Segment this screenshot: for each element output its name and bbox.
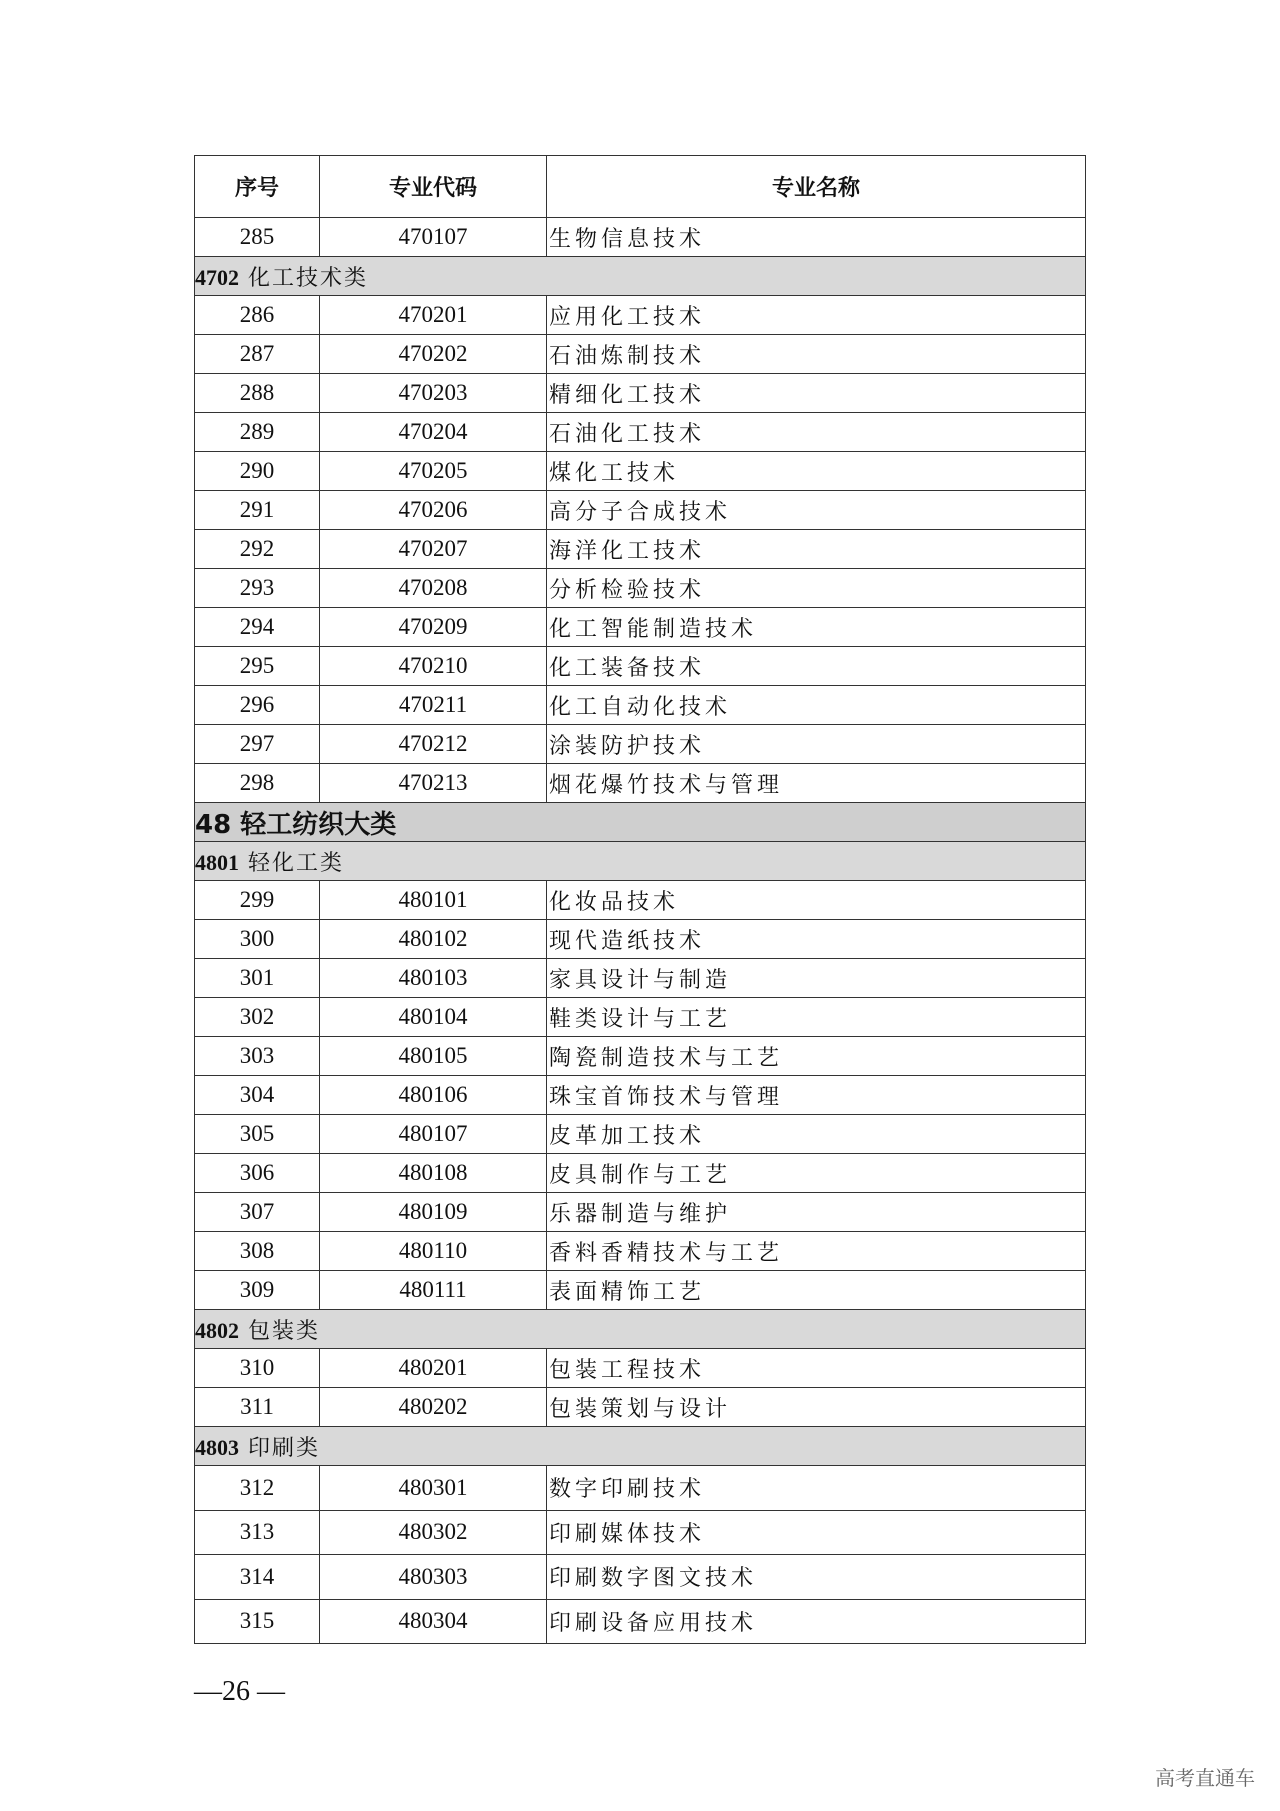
category-code: 4702: [195, 264, 239, 290]
code-cell: 470204: [320, 413, 547, 452]
serial-cell: 313: [195, 1510, 320, 1555]
code-cell: 480301: [320, 1466, 547, 1511]
serial-cell: 291: [195, 491, 320, 530]
category-code: 4803: [195, 1434, 239, 1460]
table-row: [195, 1115, 1086, 1154]
code-cell: 470210: [320, 647, 547, 686]
table-row: [195, 920, 1086, 959]
serial-cell: 286: [195, 296, 320, 335]
table-row: [195, 725, 1086, 764]
code-cell: 480103: [320, 959, 547, 998]
code-cell: 470203: [320, 374, 547, 413]
name-cell: 家具设计与制造: [547, 959, 1086, 998]
category-cell: [195, 842, 1086, 881]
name-cell: 数字印刷技术: [547, 1466, 1086, 1511]
code-cell: 470207: [320, 530, 547, 569]
name-cell: 包装策划与设计: [547, 1388, 1086, 1427]
name-cell: 皮革加工技术: [547, 1115, 1086, 1154]
table-row: [195, 296, 1086, 335]
serial-cell: 315: [195, 1599, 320, 1644]
table-row: [195, 335, 1086, 374]
major-category-row: [195, 803, 1086, 842]
code-cell: 470206: [320, 491, 547, 530]
code-cell: 480107: [320, 1115, 547, 1154]
header-serial: 序号: [195, 156, 320, 218]
name-cell: 化妆品技术: [547, 881, 1086, 920]
code-cell: 480201: [320, 1349, 547, 1388]
serial-cell: 290: [195, 452, 320, 491]
serial-cell: 297: [195, 725, 320, 764]
code-cell: 480108: [320, 1154, 547, 1193]
code-cell: 480105: [320, 1037, 547, 1076]
name-cell: 香料香精技术与工艺: [547, 1232, 1086, 1271]
code-cell: 470212: [320, 725, 547, 764]
name-cell: 分析检验技术: [547, 569, 1086, 608]
name-cell: 煤化工技术: [547, 452, 1086, 491]
table-row: [195, 998, 1086, 1037]
category-cell: [195, 1310, 1086, 1349]
name-cell: 鞋类设计与工艺: [547, 998, 1086, 1037]
table-header: [195, 156, 1086, 218]
table-row: [195, 218, 1086, 257]
serial-cell: 293: [195, 569, 320, 608]
table-row: [195, 959, 1086, 998]
table-row: [195, 452, 1086, 491]
category-name: 化工技术类: [248, 265, 369, 291]
table-row: [195, 1510, 1086, 1555]
name-cell: 石油炼制技术: [547, 335, 1086, 374]
name-cell: 陶瓷制造技术与工艺: [547, 1037, 1086, 1076]
category-code: 4801: [195, 849, 239, 875]
category-cell: [195, 803, 1086, 842]
serial-cell: 303: [195, 1037, 320, 1076]
name-cell: 高分子合成技术: [547, 491, 1086, 530]
serial-cell: 305: [195, 1115, 320, 1154]
serial-cell: 312: [195, 1466, 320, 1511]
table-row: [195, 647, 1086, 686]
serial-cell: 314: [195, 1555, 320, 1600]
table-row: [195, 1349, 1086, 1388]
name-cell: 海洋化工技术: [547, 530, 1086, 569]
serial-cell: 309: [195, 1271, 320, 1310]
serial-cell: 294: [195, 608, 320, 647]
code-cell: 480302: [320, 1510, 547, 1555]
category-code: 48: [195, 809, 232, 840]
code-cell: 480109: [320, 1193, 547, 1232]
name-cell: 现代造纸技术: [547, 920, 1086, 959]
name-cell: 生物信息技术: [547, 218, 1086, 257]
table-row: [195, 569, 1086, 608]
code-cell: 480101: [320, 881, 547, 920]
name-cell: 烟花爆竹技术与管理: [547, 764, 1086, 803]
code-cell: 480106: [320, 1076, 547, 1115]
serial-cell: 306: [195, 1154, 320, 1193]
name-cell: 精细化工技术: [547, 374, 1086, 413]
name-cell: 印刷媒体技术: [547, 1510, 1086, 1555]
name-cell: 化工自动化技术: [547, 686, 1086, 725]
name-cell: 石油化工技术: [547, 413, 1086, 452]
subcategory-row: [195, 842, 1086, 881]
serial-cell: 285: [195, 218, 320, 257]
serial-cell: 287: [195, 335, 320, 374]
serial-cell: 311: [195, 1388, 320, 1427]
table-row: [195, 1076, 1086, 1115]
name-cell: 乐器制造与维护: [547, 1193, 1086, 1232]
serial-cell: 300: [195, 920, 320, 959]
code-cell: 480111: [320, 1271, 547, 1310]
serial-cell: 298: [195, 764, 320, 803]
name-cell: 表面精饰工艺: [547, 1271, 1086, 1310]
table-row: [195, 1388, 1086, 1427]
serial-cell: 299: [195, 881, 320, 920]
name-cell: 化工智能制造技术: [547, 608, 1086, 647]
name-cell: 包装工程技术: [547, 1349, 1086, 1388]
category-name: 印刷类: [248, 1435, 321, 1461]
category-cell: [195, 257, 1086, 296]
majors-table: [194, 155, 1086, 1644]
serial-cell: 304: [195, 1076, 320, 1115]
serial-cell: 302: [195, 998, 320, 1037]
table-row: [195, 530, 1086, 569]
page-number: —26 —: [194, 1676, 285, 1707]
table-row: [195, 881, 1086, 920]
table-row: [195, 1555, 1086, 1600]
name-cell: 印刷数字图文技术: [547, 1555, 1086, 1600]
name-cell: 皮具制作与工艺: [547, 1154, 1086, 1193]
code-cell: 470201: [320, 296, 547, 335]
subcategory-row: [195, 1310, 1086, 1349]
category-name: 轻化工类: [248, 850, 345, 876]
table-row: [195, 1193, 1086, 1232]
category-name: 包装类: [248, 1318, 321, 1344]
category-cell: [195, 1427, 1086, 1466]
table-row: [195, 491, 1086, 530]
serial-cell: 307: [195, 1193, 320, 1232]
code-cell: 470213: [320, 764, 547, 803]
subcategory-row: [195, 1427, 1086, 1466]
header-code: 专业代码: [320, 156, 547, 218]
serial-cell: 296: [195, 686, 320, 725]
code-cell: 470202: [320, 335, 547, 374]
name-cell: 珠宝首饰技术与管理: [547, 1076, 1086, 1115]
table-row: [195, 686, 1086, 725]
category-name: 轻工纺织大类: [240, 809, 397, 840]
code-cell: 470107: [320, 218, 547, 257]
code-cell: 470211: [320, 686, 547, 725]
header-name: 专业名称: [547, 156, 1086, 218]
code-cell: 480104: [320, 998, 547, 1037]
code-cell: 480202: [320, 1388, 547, 1427]
serial-cell: 295: [195, 647, 320, 686]
name-cell: 涂装防护技术: [547, 725, 1086, 764]
serial-cell: 288: [195, 374, 320, 413]
table-row: [195, 1271, 1086, 1310]
code-cell: 480303: [320, 1555, 547, 1600]
watermark: 高考直通车: [1155, 1766, 1255, 1790]
code-cell: 480110: [320, 1232, 547, 1271]
code-cell: 480102: [320, 920, 547, 959]
table-row: [195, 1232, 1086, 1271]
name-cell: 印刷设备应用技术: [547, 1599, 1086, 1644]
serial-cell: 310: [195, 1349, 320, 1388]
serial-cell: 292: [195, 530, 320, 569]
code-cell: 480304: [320, 1599, 547, 1644]
serial-cell: 289: [195, 413, 320, 452]
table-row: [195, 413, 1086, 452]
code-cell: 470208: [320, 569, 547, 608]
code-cell: 470209: [320, 608, 547, 647]
name-cell: 应用化工技术: [547, 296, 1086, 335]
category-code: 4802: [195, 1317, 239, 1343]
table-row: [195, 374, 1086, 413]
serial-cell: 308: [195, 1232, 320, 1271]
table-row: [195, 1599, 1086, 1644]
subcategory-row: [195, 257, 1086, 296]
table-row: [195, 1154, 1086, 1193]
code-cell: 470205: [320, 452, 547, 491]
table-row: [195, 764, 1086, 803]
serial-cell: 301: [195, 959, 320, 998]
table-row: [195, 1037, 1086, 1076]
name-cell: 化工装备技术: [547, 647, 1086, 686]
table-row: [195, 608, 1086, 647]
table-row: [195, 1466, 1086, 1511]
